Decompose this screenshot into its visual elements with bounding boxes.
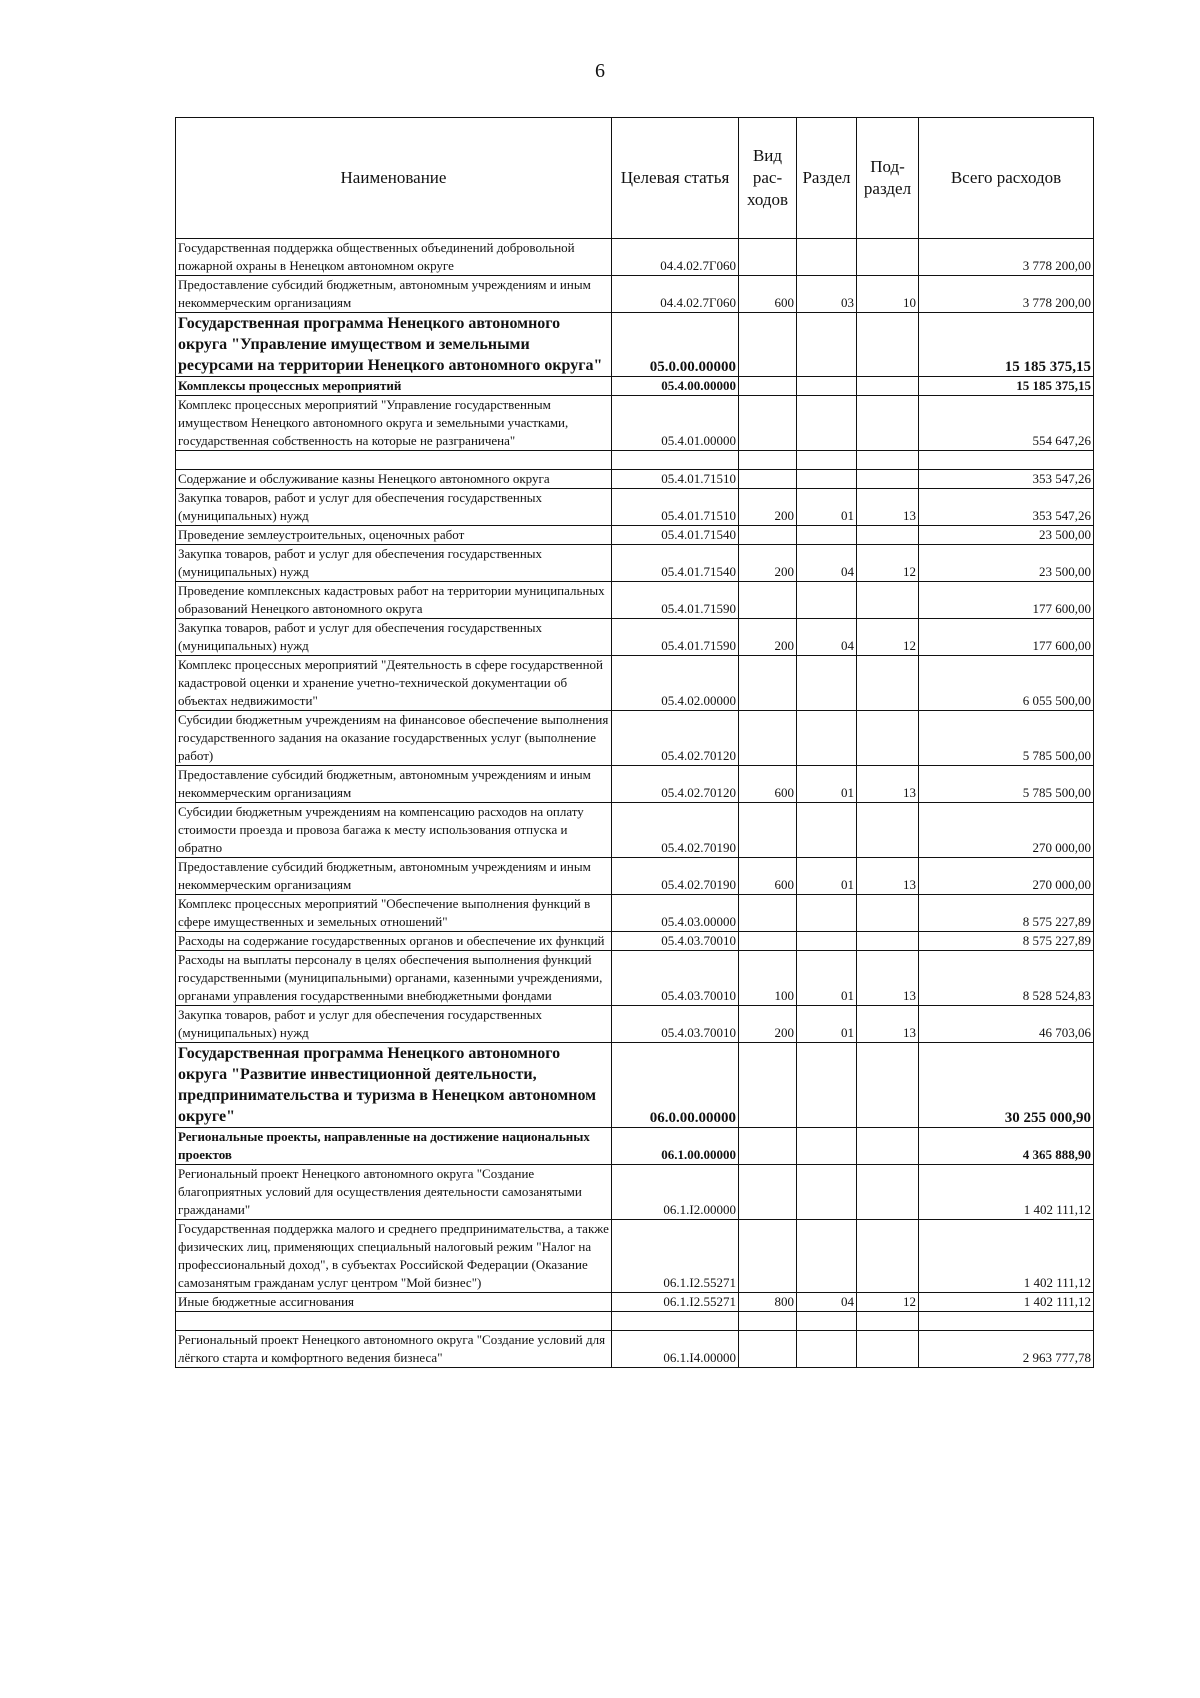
- cell-total: 4 365 888,90: [919, 1128, 1094, 1165]
- cell-section: [797, 313, 857, 377]
- header-type: Вид рас-ходов: [739, 118, 797, 239]
- spacer-cell: [797, 1312, 857, 1331]
- cell-name: Государственная поддержка общественных объединений добровольной пожарной охраны в Ненецком автономном округе: [176, 239, 612, 276]
- cell-subsection: 12: [857, 1293, 919, 1312]
- cell-name: Проведение землеустроительных, оценочных работ: [176, 526, 612, 545]
- cell-target: 06.0.00.00000: [612, 1043, 739, 1128]
- cell-section: 04: [797, 545, 857, 582]
- cell-total: 23 500,00: [919, 526, 1094, 545]
- cell-subsection: 13: [857, 858, 919, 895]
- cell-section: 01: [797, 489, 857, 526]
- cell-name: Закупка товаров, работ и услуг для обеспечения государственных (муниципальных) нужд: [176, 1006, 612, 1043]
- cell-section: 01: [797, 951, 857, 1006]
- cell-name: Закупка товаров, работ и услуг для обеспечения государственных (муниципальных) нужд: [176, 489, 612, 526]
- cell-type: 800: [739, 1293, 797, 1312]
- cell-section: 03: [797, 276, 857, 313]
- cell-section: [797, 396, 857, 451]
- cell-subsection: [857, 396, 919, 451]
- table-row: [176, 526, 1094, 545]
- cell-target: 06.1.00.00000: [612, 1128, 739, 1165]
- table-row: [176, 1165, 1094, 1220]
- cell-name: Комплекс процессных мероприятий "Деятельность в сфере государственной кадастровой оценки и хранение учетно-технической документации об объектах недвижимости": [176, 656, 612, 711]
- table-row: [176, 858, 1094, 895]
- cell-name: Региональный проект Ненецкого автономного округа "Создание благоприятных условий для осуществления деятельности самозанятыми гражданами": [176, 1165, 612, 1220]
- cell-section: [797, 1128, 857, 1165]
- spacer-cell: [612, 1312, 739, 1331]
- cell-section: 01: [797, 858, 857, 895]
- cell-section: [797, 1331, 857, 1368]
- cell-total: 15 185 375,15: [919, 377, 1094, 396]
- spacer-cell: [919, 1312, 1094, 1331]
- spacer-cell: [739, 451, 797, 470]
- cell-type: [739, 895, 797, 932]
- table-row: [176, 1293, 1094, 1312]
- cell-type: 200: [739, 489, 797, 526]
- table-row: [176, 489, 1094, 526]
- cell-total: 270 000,00: [919, 858, 1094, 895]
- header-total: Всего расходов: [919, 118, 1094, 239]
- cell-subsection: [857, 377, 919, 396]
- table-row: [176, 895, 1094, 932]
- cell-total: 1 402 111,12: [919, 1293, 1094, 1312]
- cell-section: [797, 803, 857, 858]
- table-row: [176, 377, 1094, 396]
- cell-type: [739, 470, 797, 489]
- cell-type: [739, 932, 797, 951]
- cell-total: 353 547,26: [919, 489, 1094, 526]
- cell-subsection: [857, 526, 919, 545]
- cell-subsection: 12: [857, 619, 919, 656]
- table-row: [176, 545, 1094, 582]
- cell-total: 8 528 524,83: [919, 951, 1094, 1006]
- cell-section: [797, 526, 857, 545]
- spacer-cell: [857, 451, 919, 470]
- header-section: Раздел: [797, 118, 857, 239]
- cell-section: [797, 377, 857, 396]
- cell-subsection: [857, 711, 919, 766]
- cell-type: 600: [739, 858, 797, 895]
- budget-table: [175, 117, 1094, 1368]
- cell-section: [797, 895, 857, 932]
- cell-subsection: [857, 1043, 919, 1128]
- cell-target: 06.1.I2.00000: [612, 1165, 739, 1220]
- cell-subsection: [857, 1165, 919, 1220]
- cell-total: 46 703,06: [919, 1006, 1094, 1043]
- cell-subsection: [857, 582, 919, 619]
- cell-name: Закупка товаров, работ и услуг для обеспечения государственных (муниципальных) нужд: [176, 545, 612, 582]
- header-name: Наименование: [176, 118, 612, 239]
- cell-type: [739, 526, 797, 545]
- cell-type: [739, 396, 797, 451]
- cell-name: Государственная поддержка малого и среднего предпринимательства, а также физических лиц, применяющих специальный налоговый режим "Налог на профессиональный доход", в субъектах Российской Федерации (Оказание самозанятым гражданам услуг центром "Мой бизнес"): [176, 1220, 612, 1293]
- cell-target: 06.1.I2.55271: [612, 1220, 739, 1293]
- cell-name: Комплекс процессных мероприятий "Обеспечение выполнения функций в сфере имущественных и земельных отношений": [176, 895, 612, 932]
- cell-total: 6 055 500,00: [919, 656, 1094, 711]
- cell-name: Закупка товаров, работ и услуг для обеспечения государственных (муниципальных) нужд: [176, 619, 612, 656]
- cell-section: [797, 1043, 857, 1128]
- cell-name: Региональные проекты, направленные на достижение национальных проектов: [176, 1128, 612, 1165]
- cell-target: 05.4.02.70120: [612, 766, 739, 803]
- cell-subsection: [857, 470, 919, 489]
- cell-total: 270 000,00: [919, 803, 1094, 858]
- table-body: [176, 239, 1094, 1368]
- cell-subsection: [857, 313, 919, 377]
- cell-target: 05.4.03.00000: [612, 895, 739, 932]
- page-number: 6: [595, 60, 605, 82]
- cell-subsection: [857, 895, 919, 932]
- table-row: [176, 313, 1094, 377]
- table-header-row: [176, 118, 1094, 239]
- table-row: [176, 951, 1094, 1006]
- table-row: [176, 1043, 1094, 1128]
- cell-name: Расходы на выплаты персоналу в целях обеспечения выполнения функций государственными (муниципальными) органами, казенными учреждениями, органами управления государственными внебюджетными фондами: [176, 951, 612, 1006]
- cell-target: 05.0.00.00000: [612, 313, 739, 377]
- cell-section: [797, 470, 857, 489]
- cell-type: [739, 803, 797, 858]
- cell-type: [739, 582, 797, 619]
- cell-target: 06.1.I4.00000: [612, 1331, 739, 1368]
- table-row: [176, 276, 1094, 313]
- spacer-cell: [612, 451, 739, 470]
- cell-section: [797, 932, 857, 951]
- cell-type: 200: [739, 545, 797, 582]
- cell-target: 05.4.02.70120: [612, 711, 739, 766]
- table-row: [176, 803, 1094, 858]
- table-row: [176, 582, 1094, 619]
- cell-total: 5 785 500,00: [919, 766, 1094, 803]
- spacer-cell: [739, 1312, 797, 1331]
- cell-name: Расходы на содержание государственных органов и обеспечение их функций: [176, 932, 612, 951]
- cell-name: Предоставление субсидий бюджетным, автономным учреждениям и иным некоммерческим организациям: [176, 276, 612, 313]
- table-row: [176, 656, 1094, 711]
- cell-target: 05.4.02.00000: [612, 656, 739, 711]
- cell-target: 05.4.02.70190: [612, 803, 739, 858]
- table-row: [176, 396, 1094, 451]
- cell-name: Иные бюджетные ассигнования: [176, 1293, 612, 1312]
- spacer-cell: [797, 451, 857, 470]
- cell-subsection: 13: [857, 766, 919, 803]
- cell-type: [739, 313, 797, 377]
- cell-subsection: 12: [857, 545, 919, 582]
- cell-subsection: [857, 932, 919, 951]
- cell-subsection: 13: [857, 489, 919, 526]
- cell-target: 04.4.02.7Г060: [612, 276, 739, 313]
- table-row: [176, 1128, 1094, 1165]
- table-row: [176, 1220, 1094, 1293]
- cell-target: 05.4.02.70190: [612, 858, 739, 895]
- cell-target: 05.4.03.70010: [612, 1006, 739, 1043]
- cell-total: 2 963 777,78: [919, 1331, 1094, 1368]
- cell-target: 05.4.01.71510: [612, 489, 739, 526]
- cell-type: [739, 377, 797, 396]
- cell-name: Субсидии бюджетным учреждениям на компенсацию расходов на оплату стоимости проезда и провоза багажа к месту использования отпуска и обратно: [176, 803, 612, 858]
- cell-type: [739, 1043, 797, 1128]
- cell-total: 1 402 111,12: [919, 1220, 1094, 1293]
- cell-subsection: [857, 1331, 919, 1368]
- cell-name: Проведение комплексных кадастровых работ на территории муниципальных образований Ненецкого автономного округа: [176, 582, 612, 619]
- spacer-cell: [919, 451, 1094, 470]
- cell-subsection: [857, 803, 919, 858]
- cell-type: 200: [739, 619, 797, 656]
- table-row: [176, 239, 1094, 276]
- cell-name: Региональный проект Ненецкого автономного округа "Создание условий для лёгкого старта и комфортного ведения бизнеса": [176, 1331, 612, 1368]
- spacer-cell: [857, 1312, 919, 1331]
- cell-type: [739, 1220, 797, 1293]
- cell-total: 30 255 000,90: [919, 1043, 1094, 1128]
- table-row: [176, 711, 1094, 766]
- cell-target: 05.4.01.71510: [612, 470, 739, 489]
- cell-total: 3 778 200,00: [919, 276, 1094, 313]
- table-row: [176, 1331, 1094, 1368]
- cell-target: 05.4.03.70010: [612, 951, 739, 1006]
- spacer-cell: [176, 1312, 612, 1331]
- header-target: Целевая статья: [612, 118, 739, 239]
- cell-section: [797, 1220, 857, 1293]
- cell-subsection: [857, 239, 919, 276]
- cell-type: [739, 1128, 797, 1165]
- cell-target: 05.4.03.70010: [612, 932, 739, 951]
- cell-total: 8 575 227,89: [919, 932, 1094, 951]
- cell-section: [797, 582, 857, 619]
- cell-name: Комплекс процессных мероприятий "Управление государственным имуществом Ненецкого автономного округа и земельными участками, государственная собственность на которые не разграничена": [176, 396, 612, 451]
- cell-name: Предоставление субсидий бюджетным, автономным учреждениям и иным некоммерческим организациям: [176, 766, 612, 803]
- spacer-cell: [176, 451, 612, 470]
- cell-type: [739, 711, 797, 766]
- cell-target: 05.4.01.00000: [612, 396, 739, 451]
- table-row: [176, 619, 1094, 656]
- cell-name: Государственная программа Ненецкого автономного округа "Управление имуществом и земельными ресурсами на территории Ненецкого автономного округа": [176, 313, 612, 377]
- cell-target: 05.4.01.71540: [612, 545, 739, 582]
- cell-name: Предоставление субсидий бюджетным, автономным учреждениям и иным некоммерческим организациям: [176, 858, 612, 895]
- spacer-row: [176, 1312, 1094, 1331]
- table-row: [176, 766, 1094, 803]
- cell-name: Государственная программа Ненецкого автономного округа "Развитие инвестиционной деятельности, предпринимательства и туризма в Ненецком автономном округе": [176, 1043, 612, 1128]
- cell-target: 04.4.02.7Г060: [612, 239, 739, 276]
- cell-type: [739, 656, 797, 711]
- cell-subsection: [857, 1220, 919, 1293]
- spacer-row: [176, 451, 1094, 470]
- cell-type: [739, 239, 797, 276]
- cell-total: 3 778 200,00: [919, 239, 1094, 276]
- cell-type: 600: [739, 276, 797, 313]
- cell-type: 100: [739, 951, 797, 1006]
- table-row: [176, 1006, 1094, 1043]
- cell-name: Содержание и обслуживание казны Ненецкого автономного округа: [176, 470, 612, 489]
- cell-total: 8 575 227,89: [919, 895, 1094, 932]
- cell-section: [797, 711, 857, 766]
- cell-total: 353 547,26: [919, 470, 1094, 489]
- cell-total: 23 500,00: [919, 545, 1094, 582]
- cell-subsection: 13: [857, 951, 919, 1006]
- cell-subsection: [857, 656, 919, 711]
- cell-subsection: [857, 1128, 919, 1165]
- cell-section: [797, 1165, 857, 1220]
- header-subsection: Под-раздел: [857, 118, 919, 239]
- cell-target: 05.4.01.71590: [612, 619, 739, 656]
- cell-target: 06.1.I2.55271: [612, 1293, 739, 1312]
- cell-target: 05.4.00.00000: [612, 377, 739, 396]
- table-row: [176, 932, 1094, 951]
- cell-section: 04: [797, 619, 857, 656]
- cell-section: 01: [797, 766, 857, 803]
- cell-total: 15 185 375,15: [919, 313, 1094, 377]
- cell-section: 04: [797, 1293, 857, 1312]
- cell-total: 177 600,00: [919, 582, 1094, 619]
- cell-type: [739, 1165, 797, 1220]
- cell-section: [797, 239, 857, 276]
- cell-total: 5 785 500,00: [919, 711, 1094, 766]
- cell-type: 200: [739, 1006, 797, 1043]
- cell-target: 05.4.01.71590: [612, 582, 739, 619]
- cell-type: [739, 1331, 797, 1368]
- cell-total: 177 600,00: [919, 619, 1094, 656]
- cell-name: Комплексы процессных мероприятий: [176, 377, 612, 396]
- cell-subsection: 13: [857, 1006, 919, 1043]
- cell-target: 05.4.01.71540: [612, 526, 739, 545]
- cell-name: Субсидии бюджетным учреждениям на финансовое обеспечение выполнения государственного задания на оказание государственных услуг (выполнение работ): [176, 711, 612, 766]
- cell-section: [797, 656, 857, 711]
- table-row: [176, 470, 1094, 489]
- cell-total: 554 647,26: [919, 396, 1094, 451]
- cell-total: 1 402 111,12: [919, 1165, 1094, 1220]
- cell-subsection: 10: [857, 276, 919, 313]
- cell-type: 600: [739, 766, 797, 803]
- cell-section: 01: [797, 1006, 857, 1043]
